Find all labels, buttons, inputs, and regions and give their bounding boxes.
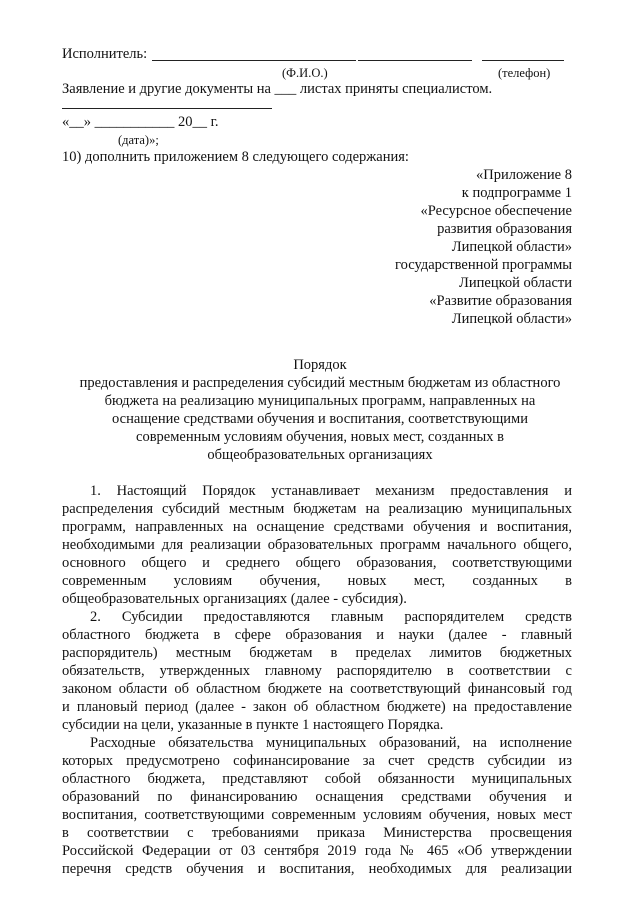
paragraph-3-line: которых предусмотрено софинансирование за счет средств субсидии из <box>62 753 572 769</box>
paragraph-3-line: Российской Федерации от 03 сентября 2019 года № 465 «Об утверждении <box>62 843 572 859</box>
paragraph-2-line: обязательств, утвержденных главному распорядителю в соответствии с <box>62 663 572 679</box>
document-title: Порядок <box>293 357 347 373</box>
title-line: оснащение средствами обучения и воспитания, соответствующими <box>112 411 528 427</box>
appendix-line: Липецкой области» <box>451 239 572 255</box>
paragraph-1-line: основного общего и среднего общего образования, соответствующими <box>62 555 572 571</box>
fio-caption: (Ф.И.О.) <box>282 66 328 80</box>
paragraph-3-line: образований по финансированию оснащения средствами обучения и <box>62 789 572 805</box>
paragraph-1-line: необходимыми для реализации образовательных программ начального общего, <box>62 537 572 553</box>
title-line: общеобразовательных организациях <box>207 447 433 463</box>
paragraph-3-line: воспитания, соответствующими современным условиям обучения, новых мест <box>62 807 572 823</box>
appendix-line: к подпрограмме 1 <box>461 185 572 201</box>
paragraph-3-line: Расходные обязательства муниципальных образований, на исполнение <box>90 735 572 751</box>
paragraph-2-line: областного бюджета в сфере образования и науки (далее - главный <box>62 627 572 643</box>
paragraph-3-line: перечня средств обучения и воспитания, необходимых для реализации <box>62 861 572 877</box>
paragraph-2-line: законом области об областном бюджете на соответствующий финансовый год <box>62 681 572 697</box>
executor-label: Исполнитель: <box>62 46 148 62</box>
date-caption: (дата)»; <box>118 133 159 147</box>
docs-accepted-line: Заявление и другие документы на ___ листах приняты специалистом. <box>62 81 493 97</box>
title-line: современным условиям обучения, новых мест, созданных в <box>136 429 504 445</box>
appendix-line: государственной программы <box>395 257 572 273</box>
paragraph-2-line: 2. Субсидии предоставляются главным распорядителем средств <box>90 609 572 625</box>
paragraph-1-line: общеобразовательных организациях (далее - субсидия). <box>62 591 407 607</box>
fio-underline <box>152 60 356 61</box>
paragraph-3-line: в соответствии с требованиями приказа Министерства просвещения <box>62 825 572 841</box>
specialist-underline <box>62 108 272 109</box>
paragraph-2-line: и плановый период (далее - закон об областном бюджете) на предоставление <box>62 699 572 715</box>
appendix-line: «Ресурсное обеспечение <box>420 203 572 219</box>
paragraph-1-line: программ, направленных на оснащение средствами обучения и воспитания, <box>62 519 572 535</box>
phone-caption: (телефон) <box>498 66 551 80</box>
paragraph-1-line: современным условиям обучения, новых мест, созданных в <box>62 573 572 589</box>
paragraph-2-line: субсидии на цели, указанные в пункте 1 настоящего Порядка. <box>62 717 444 733</box>
appendix-line: Липецкой области» <box>451 311 572 327</box>
phone-underline <box>482 60 564 61</box>
appendix-line: Липецкой области <box>459 275 572 291</box>
appendix-line: развития образования <box>437 221 572 237</box>
paragraph-2-line: распорядитель) местным бюджетам в пределах лимитов бюджетных <box>62 645 572 661</box>
fio-underline-2 <box>358 60 472 61</box>
paragraph-3-line: областного бюджета, представляют собой обязанности муниципальных <box>62 771 572 787</box>
paragraph-1-line: распределения субсидий местным бюджетам на реализацию муниципальных <box>62 501 572 517</box>
title-line: бюджета на реализацию муниципальных программ, направленных на <box>104 393 536 409</box>
title-line: предоставления и распределения субсидий местным бюджетам из областного <box>79 375 561 391</box>
date-line: «__» ___________ 20__ г. <box>62 114 219 130</box>
appendix-line: «Развитие образования <box>429 293 572 309</box>
paragraph-1-line: 1. Настоящий Порядок устанавливает механизм предоставления и <box>90 483 572 499</box>
item-10-text: 10) дополнить приложением 8 следующего содержания: <box>62 149 409 165</box>
appendix-line: «Приложение 8 <box>476 167 572 183</box>
